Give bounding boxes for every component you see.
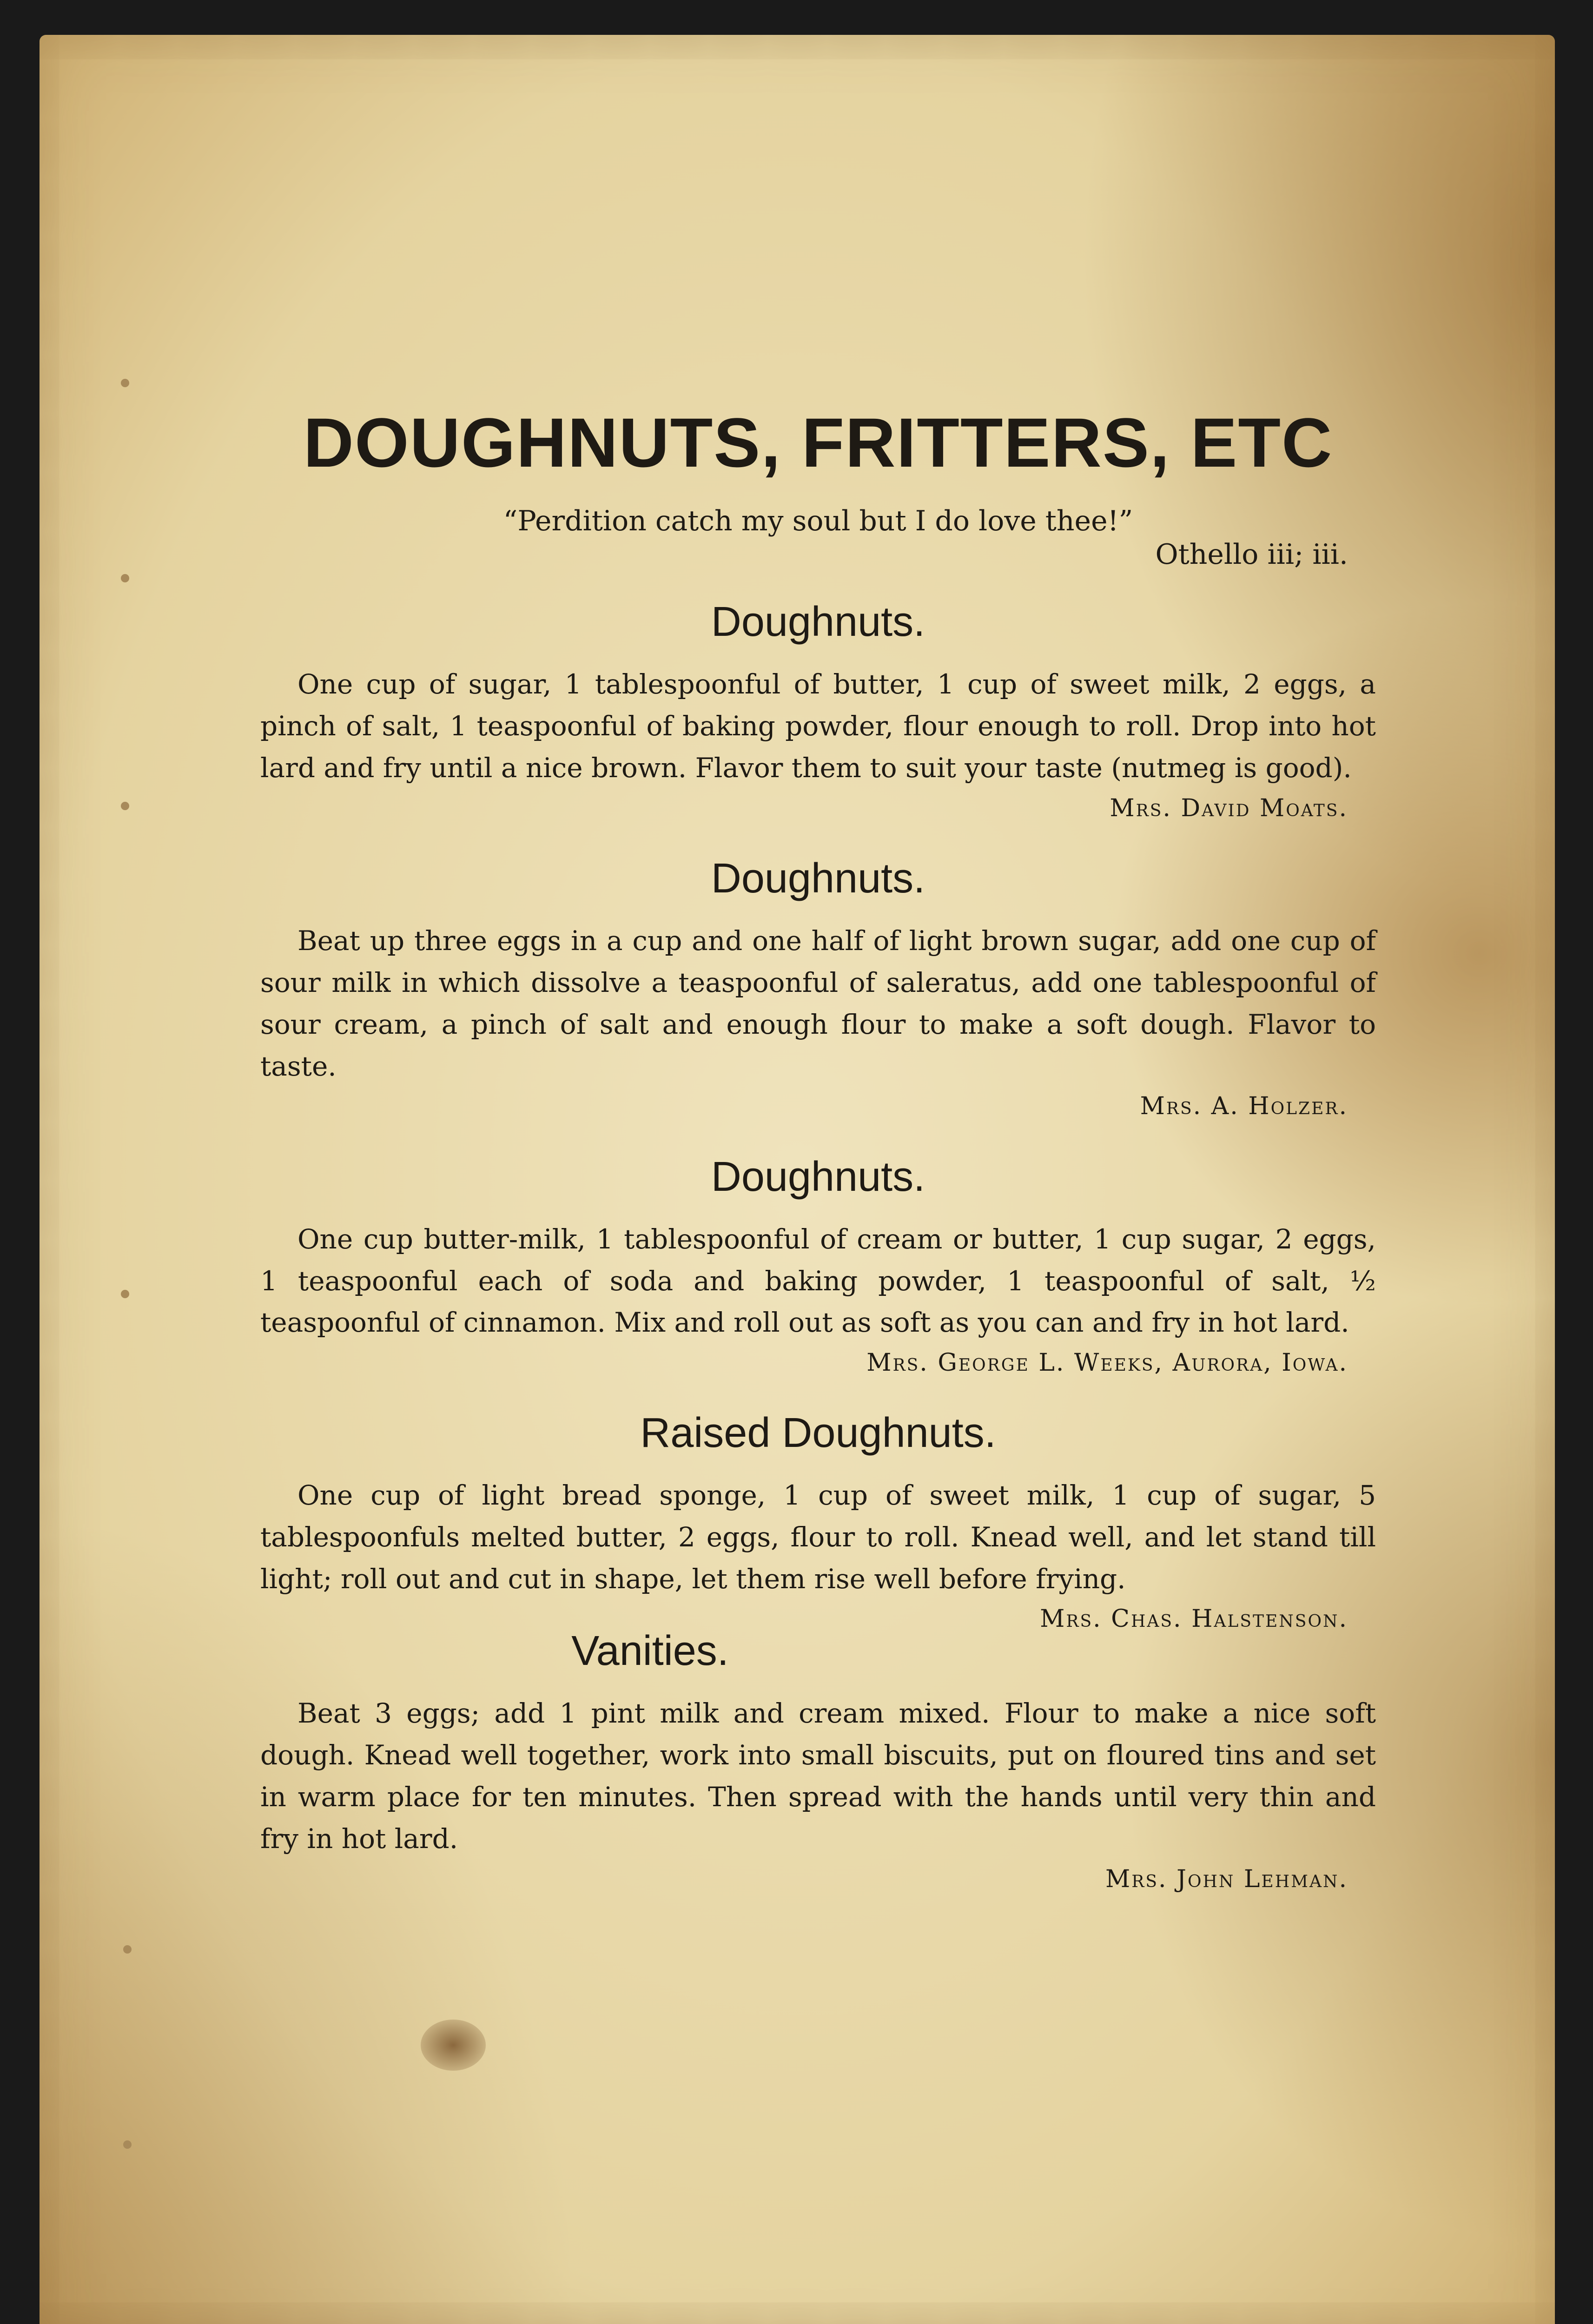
recipe: [260, 1628, 1376, 1899]
recipe-title: Doughnuts.: [711, 855, 925, 902]
epigraph-quote: “Perdition catch my soul but I do love thee!”: [503, 505, 1133, 537]
recipe: [260, 856, 1376, 1126]
recipe-body: One cup of sugar, 1 tablespoonful of butter, 1 cup of sweet milk, 2 eggs, a pinch of salt, 1 teaspoonful of baking powder, flour enough to roll. Drop into hot lard and fry until a nice brown. Flavor them to suit your taste (nutmeg is good).: [260, 668, 1376, 784]
recipe-title: Vanities.: [571, 1628, 729, 1675]
recipe: [260, 599, 1376, 828]
recipe-author: Mrs. Chas. Halstenson.: [1040, 1605, 1348, 1633]
recipe-body-text: One cup of light bread sponge, 1 cup of sweet milk, 1 cup of sugar, 5 tablespoonfuls melted butter, 2 eggs, flour to roll. Knead well, and let stand till light; roll out and cut in shape, let them rise well before frying.: [260, 1479, 1376, 1595]
recipe-author: Mrs. John Lehman.: [1105, 1865, 1348, 1893]
ink-stain: [421, 2020, 486, 2071]
recipe-body: [260, 1475, 1376, 1633]
recipe-author: Mrs. A. Holzer.: [1140, 1092, 1348, 1121]
binding-hole: [121, 574, 129, 582]
page-content: [260, 404, 1376, 1899]
recipe-title: Raised Doughnuts.: [640, 1410, 996, 1457]
page-title: DOUGHNUTS, FRITTERS, ETC: [303, 403, 1333, 482]
recipe-body: Beat 3 eggs; add 1 pint milk and cream mixed. Flour to make a nice soft dough. Knead well together, work into small biscuits, put on floured tins and set in warm place for ten minutes. Then spread with the hands until very thin and fry in hot lard.: [260, 1697, 1376, 1855]
binding-hole: [121, 802, 129, 810]
recipe-author: Mrs. George L. Weeks, Aurora, Iowa.: [866, 1349, 1348, 1377]
epigraph-source: Othello iii; iii.: [1155, 538, 1348, 571]
recipe: [260, 1154, 1376, 1383]
recipe: [260, 1410, 1376, 1633]
binding-hole: [121, 1290, 129, 1298]
recipe-title: Doughnuts.: [711, 599, 925, 645]
binding-hole: [121, 379, 129, 387]
binding-hole: [123, 2140, 132, 2149]
recipe-body: One cup butter-milk, 1 tablespoonful of cream or butter, 1 cup sugar, 2 eggs, 1 teaspoonful each of soda and baking powder, 1 teaspoonful of salt, ½ teaspoonful of cinnamon. Mix and roll out as soft as you can and fry in hot lard.: [260, 1223, 1376, 1339]
recipe-title: Doughnuts.: [711, 1153, 925, 1200]
recipe-body: Beat up three eggs in a cup and one half of light brown sugar, add one cup of sour milk in which dissolve a teaspoonful of saleratus, add one tablespoonful of sour cream, a pinch of salt and enough flour to make a soft dough. Flavor to taste.: [260, 924, 1376, 1082]
recipe-author: Mrs. David Moats.: [1110, 794, 1348, 822]
binding-hole: [123, 1945, 132, 1954]
